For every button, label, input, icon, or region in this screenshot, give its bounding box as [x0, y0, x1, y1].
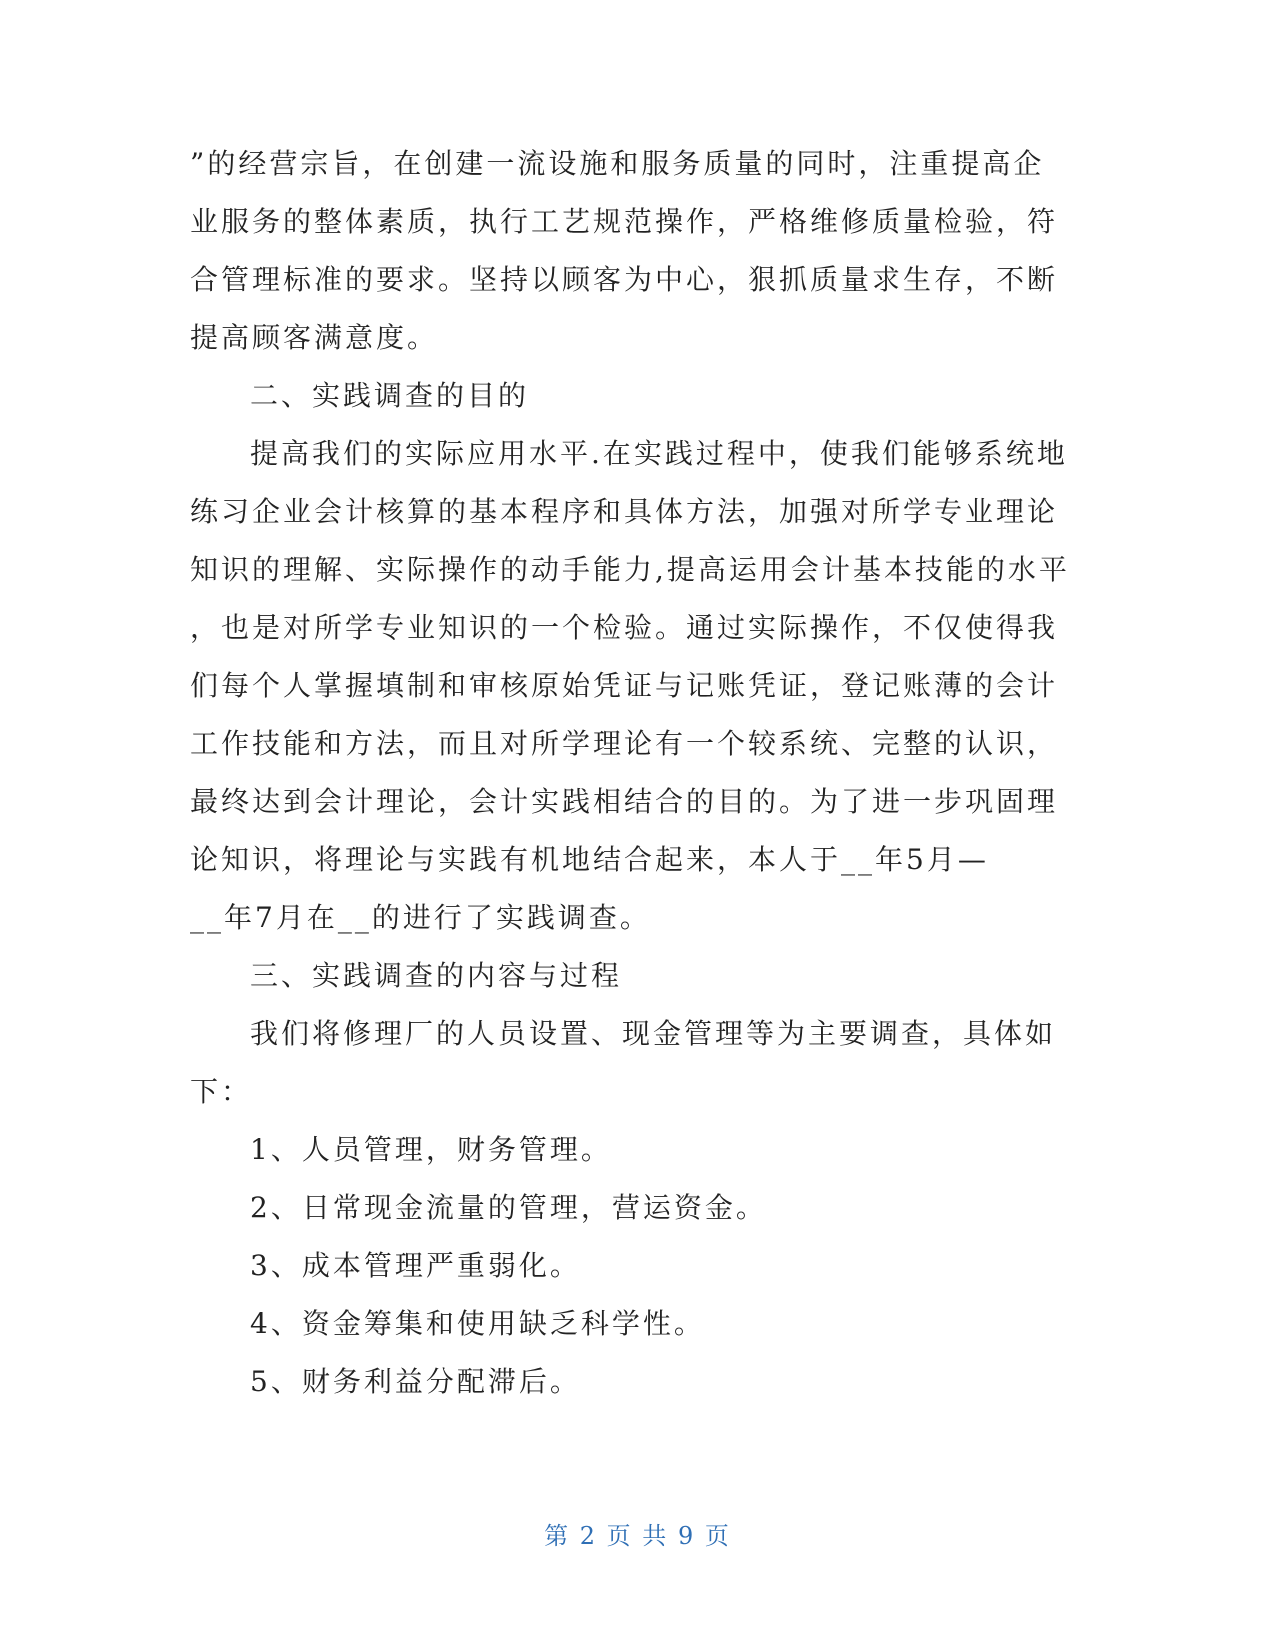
list-item: 1、人员管理，财务管理。 — [250, 1133, 612, 1166]
body-text-line: 下： — [190, 1075, 253, 1108]
body-text-line: 提高我们的实际应用水平.在实践过程中，使我们能够系统地 — [250, 437, 1068, 470]
body-text-line: 最终达到会计理论，会计实践相结合的目的。为了进一步巩固理 — [190, 785, 1059, 818]
body-text-line: 知识的理解、实际操作的动手能力,提高运用会计基本技能的水平 — [190, 553, 1070, 586]
body-text-line: 合管理标准的要求。坚持以顾客为中心，狠抓质量求生存，不断 — [190, 263, 1059, 296]
list-item: 3、成本管理严重弱化。 — [250, 1249, 581, 1282]
body-text-line: 业服务的整体素质，执行工艺规范操作，严格维修质量检验，符 — [190, 205, 1059, 238]
body-text-line: 论知识，将理论与实践有机地结合起来，本人于__年5月— — [190, 843, 989, 876]
list-item: 5、财务利益分配滞后。 — [250, 1365, 581, 1398]
body-text-line: ，也是对所学专业知识的一个检验。通过实际操作，不仅使得我 — [190, 611, 1059, 644]
body-text-line: __年7月在__的进行了实践调查。 — [190, 901, 651, 934]
body-text-line: 们每个人掌握填制和审核原始凭证与记账凭证，登记账薄的会计 — [190, 669, 1059, 702]
list-item: 4、资金筹集和使用缺乏科学性。 — [250, 1307, 705, 1340]
body-text-line: 工作技能和方法，而且对所学理论有一个较系统、完整的认识， — [190, 727, 1059, 760]
page-number-footer: 第 2 页 共 9 页 — [544, 1522, 731, 1550]
section-heading: 三、实践调查的内容与过程 — [250, 959, 623, 992]
body-text-line: 练习企业会计核算的基本程序和具体方法，加强对所学专业理论 — [190, 495, 1059, 528]
body-text-line: ”的经营宗旨，在创建一流设施和服务质量的同时，注重提高企 — [190, 147, 1045, 180]
body-text-line: 提高顾客满意度。 — [190, 321, 439, 354]
list-item: 2、日常现金流量的管理，营运资金。 — [250, 1191, 767, 1224]
body-text-line: 我们将修理厂的人员设置、现金管理等为主要调查，具体如 — [250, 1017, 1057, 1050]
section-heading: 二、实践调查的目的 — [250, 379, 530, 412]
